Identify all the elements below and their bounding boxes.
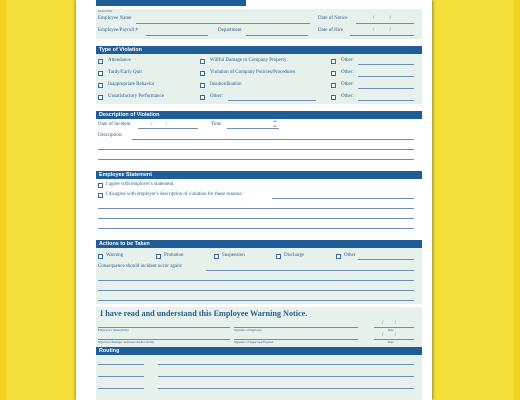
employee-signature-label: Signature of Employee — [234, 328, 262, 332]
agree-checkbox[interactable] — [98, 183, 103, 188]
disagree-label: I disagree with employer's description of violation for these reasons: — [106, 192, 243, 197]
employee-name-print-label: Employee's Name (Print) — [98, 328, 129, 332]
policy-violation-checkbox[interactable] — [200, 71, 205, 76]
consequence-line-4[interactable] — [98, 300, 414, 301]
tardy-label: Tardy/Early Quit — [108, 70, 142, 75]
other-checkbox-3[interactable] — [331, 83, 336, 88]
unsatisfactory-performance-label: Unsatisfactory Performance — [108, 94, 164, 99]
employee-payroll-label: Employee/Payroll # — [98, 28, 138, 33]
consequence-line-3[interactable] — [98, 290, 414, 291]
routing-header: Routing — [96, 347, 422, 355]
date-of-hire-slashes: / / — [373, 28, 392, 33]
supervisor-date-slashes: / / — [382, 333, 397, 338]
discharge-label: Discharge — [284, 253, 305, 258]
description-label: Description: — [98, 133, 123, 138]
other-field-3[interactable] — [358, 88, 414, 89]
inappropriate-behavior-label: Inappropriate Behavior — [108, 82, 155, 87]
other-action-checkbox[interactable] — [336, 254, 341, 259]
actions-box — [96, 248, 422, 304]
description-header: Description of Violation — [96, 111, 422, 119]
actions-header: Actions to be Taken — [96, 240, 422, 248]
supervisor-name-label: Supervisor/Manager and Issuer/Auditor (Print) — [98, 340, 155, 344]
employee-name-field[interactable] — [136, 23, 310, 24]
consequence-line-1[interactable] — [206, 270, 414, 271]
other-label-3: Other: — [341, 82, 354, 87]
warning-label: Warning — [106, 253, 124, 258]
probation-checkbox[interactable] — [156, 254, 161, 259]
routing-name-1[interactable] — [98, 364, 144, 365]
other-checkbox-mid[interactable] — [200, 95, 205, 100]
disagree-line-3[interactable] — [98, 218, 414, 219]
unsatisfactory-performance-checkbox[interactable] — [98, 95, 103, 100]
department-label: Department — [218, 28, 242, 33]
suspension-label: Suspension — [222, 253, 245, 258]
consequence-line-2[interactable] — [98, 280, 414, 281]
insubordination-checkbox[interactable] — [200, 83, 205, 88]
other-field-mid[interactable] — [228, 100, 316, 101]
other-checkbox-2[interactable] — [331, 71, 336, 76]
date-of-hire-field[interactable] — [350, 35, 414, 36]
employee-statement-header: Employee Statement — [96, 171, 422, 179]
please-print-note: Please Print — [98, 9, 113, 13]
disagree-line-1[interactable] — [272, 198, 414, 199]
attendance-checkbox[interactable] — [98, 59, 103, 64]
other-label-4: Other: — [341, 94, 354, 99]
supervisor-date-line[interactable] — [374, 339, 414, 340]
tardy-checkbox[interactable] — [98, 71, 103, 76]
date-of-notice-label: Date of Notice — [318, 16, 348, 21]
agree-label: I agree with employer's statement. — [106, 182, 175, 187]
date-of-hire-label: Date of Hire — [318, 28, 343, 33]
warning-checkbox[interactable] — [98, 254, 103, 259]
suspension-checkbox[interactable] — [214, 254, 219, 259]
am-label: am — [273, 119, 277, 123]
other-label-2: Other: — [341, 70, 354, 75]
willful-damage-label: Willful Damage to Company Property — [210, 58, 287, 63]
pm-label: pm — [273, 124, 277, 128]
description-line-3[interactable] — [98, 159, 414, 160]
other-field-4[interactable] — [358, 100, 414, 101]
policy-violation-label: Violation of Company Policies/Procedures — [210, 70, 296, 75]
other-field-2[interactable] — [358, 76, 414, 77]
title-bar — [96, 0, 246, 6]
other-action-field[interactable] — [358, 259, 414, 260]
employee-date-slashes: / / — [382, 321, 397, 326]
description-line-1[interactable] — [132, 139, 414, 140]
time-field[interactable] — [227, 128, 279, 129]
routing-name-3[interactable] — [98, 388, 144, 389]
other-checkbox-1[interactable] — [331, 59, 336, 64]
date-of-incident-field[interactable] — [138, 128, 198, 129]
time-label: Time — [211, 122, 222, 127]
type-of-violation-header: Type of Violation — [96, 46, 422, 54]
willful-damage-checkbox[interactable] — [200, 59, 205, 64]
other-label-1: Other: — [341, 58, 354, 63]
department-field[interactable] — [246, 35, 308, 36]
employee-date-label: Date — [388, 328, 394, 332]
other-checkbox-4[interactable] — [331, 95, 336, 100]
insubordination-label: Insubordination — [210, 82, 242, 87]
disagree-line-2[interactable] — [98, 208, 414, 209]
attendance-label: Attendance — [108, 58, 131, 63]
acknowledgement-heading: I have read and understand this Employee Warning Notice. — [100, 309, 308, 318]
routing-name-2[interactable] — [98, 376, 144, 377]
disagree-checkbox[interactable] — [98, 193, 103, 198]
probation-label: Probation — [164, 253, 184, 258]
routing-box — [96, 355, 422, 400]
employee-payroll-field[interactable] — [146, 35, 208, 36]
inappropriate-behavior-checkbox[interactable] — [98, 83, 103, 88]
routing-line-1[interactable] — [158, 364, 414, 365]
date-of-notice-field[interactable] — [356, 23, 414, 24]
supervisor-signature-label: Signature of Supervisor/Preparer — [234, 340, 274, 344]
routing-line-2[interactable] — [158, 376, 414, 377]
warning-notice-form — [88, 0, 422, 400]
supervisor-date-label: Date — [388, 340, 394, 344]
date-of-incident-slashes: / / — [151, 122, 168, 127]
other-field-1[interactable] — [358, 64, 414, 65]
date-of-incident-label: Date of Incident — [98, 122, 131, 127]
consequence-label: Consequence should incident occur again: — [98, 264, 183, 269]
employee-date-line[interactable] — [374, 327, 414, 328]
date-of-notice-slashes: / / — [373, 16, 392, 21]
employee-name-label: Employee Name — [98, 16, 132, 21]
description-line-2[interactable] — [98, 149, 414, 150]
other-action-label: Other — [344, 253, 356, 258]
disagree-line-4[interactable] — [98, 228, 414, 229]
other-label-mid: Other: — [210, 94, 223, 99]
discharge-checkbox[interactable] — [276, 254, 281, 259]
routing-line-3[interactable] — [158, 388, 414, 389]
